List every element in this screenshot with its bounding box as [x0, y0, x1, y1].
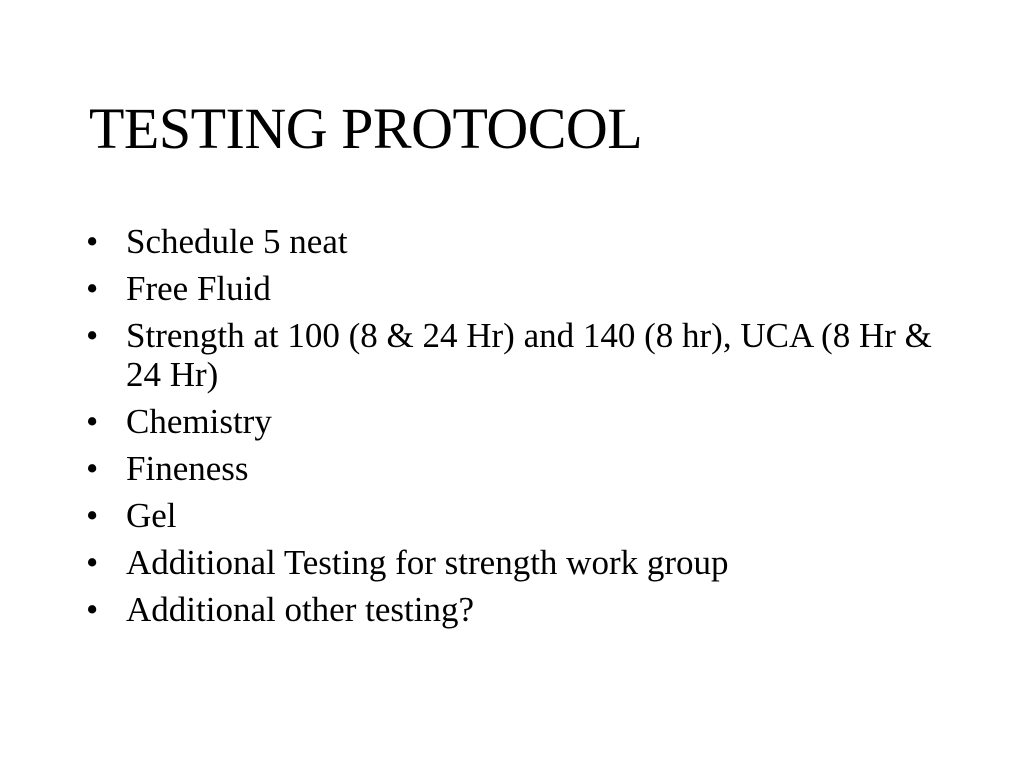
bullet-icon: • [86, 496, 99, 535]
list-item [83, 222, 933, 261]
bullet-text: Additional Testing for strength work group [126, 543, 729, 582]
bullet-icon: • [86, 269, 99, 308]
bullet-text: Gel [126, 496, 177, 535]
bullet-text: Free Fluid [126, 269, 271, 308]
bullet-icon: • [86, 222, 99, 261]
list-item [83, 590, 933, 629]
list-item [83, 543, 933, 582]
bullet-icon: • [86, 590, 99, 629]
list-item [83, 269, 933, 308]
bullet-icon: • [86, 543, 99, 582]
list-item [83, 316, 933, 394]
bullet-text: Schedule 5 neat [126, 222, 348, 261]
bullet-text: Additional other testing? [126, 590, 474, 629]
bullet-list [83, 222, 933, 637]
slide-title: TESTING PROTOCOL [89, 96, 643, 161]
list-item [83, 402, 933, 441]
bullet-text: Strength at 100 (8 & 24 Hr) and 140 (8 hr), UCA (8 Hr & 24 Hr) [126, 316, 932, 394]
bullet-text: Chemistry [126, 402, 272, 441]
bullet-icon: • [86, 402, 99, 441]
bullet-text: Fineness [126, 449, 249, 488]
bullet-icon: • [86, 449, 99, 488]
bullet-icon: • [86, 316, 99, 355]
list-item [83, 496, 933, 535]
list-item [83, 449, 933, 488]
